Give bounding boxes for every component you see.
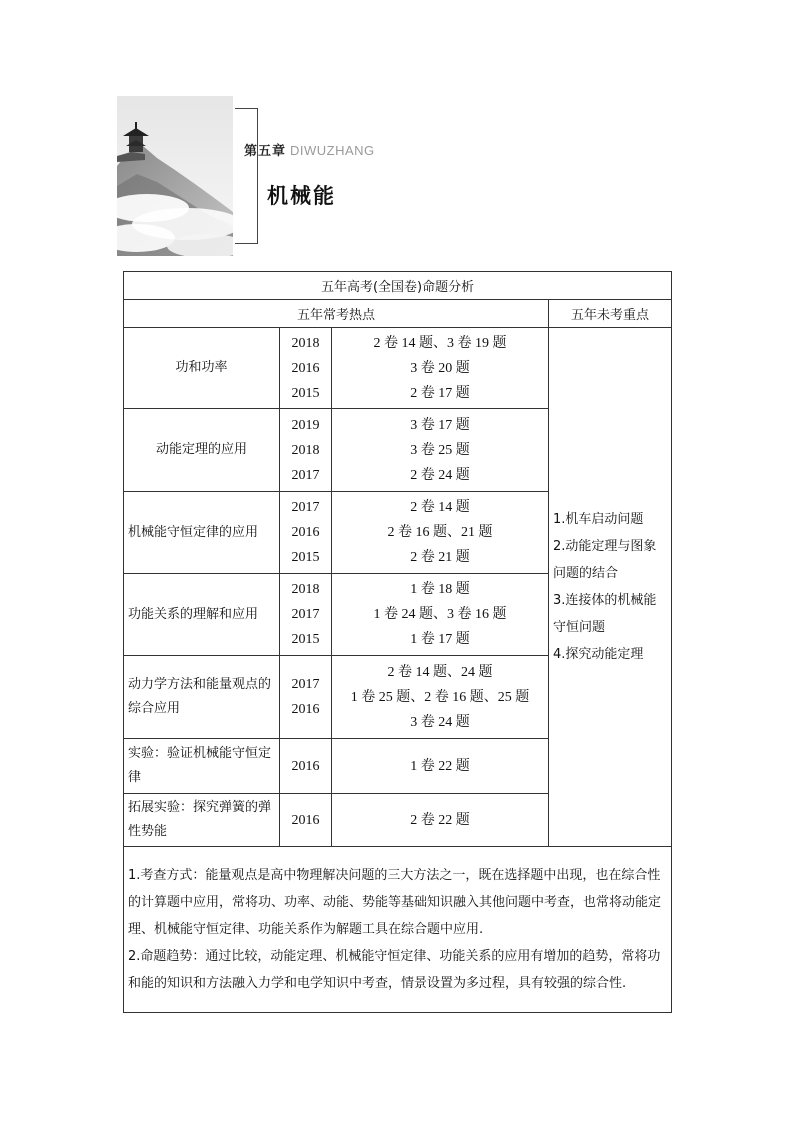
topic-cell: 动力学方法和能量观点的综合应用 [124, 656, 280, 739]
years-cell: 2016 [280, 794, 332, 847]
analysis-notes [124, 847, 672, 1013]
topic-cell: 拓展实验：探究弹簧的弹性势能 [124, 794, 280, 847]
focus-item: 1.机车启动问题 [553, 512, 644, 527]
chapter-number: 第五章 [244, 144, 287, 159]
pavilion-mountain-illustration [117, 96, 233, 256]
papers-cell: 1 卷 22 题 [332, 739, 549, 794]
frame-line-bottom [235, 243, 257, 244]
years-cell: 2019 2018 2017 [280, 409, 332, 492]
frame-line-vertical [257, 108, 258, 244]
chapter-pinyin: DIWUZHANG [290, 143, 375, 158]
topic-cell: 功能关系的理解和应用 [124, 574, 280, 656]
topic-cell: 动能定理的应用 [124, 409, 280, 492]
topic-cell: 功和功率 [124, 328, 280, 409]
note-paragraph: 2.命题趋势：通过比较，动能定理、机械能守恒定律、功能关系的应用有增加的趋势，常将功和能的知识和方法融入力学和电学知识中考查，情景设置为多过程，具有较强的综合性. [128, 949, 661, 991]
table-title: 五年高考(全国卷)命题分析 [124, 272, 672, 300]
topic-cell: 机械能守恒定律的应用 [124, 492, 280, 574]
exam-analysis-table [123, 271, 672, 1013]
focus-item: 4.探究动能定理 [553, 647, 644, 662]
years-cell: 2017 2016 [280, 656, 332, 739]
papers-cell: 2 卷 14 题、3 卷 19 题 3 卷 20 题 2 卷 17 题 [332, 328, 549, 409]
table-row [124, 328, 672, 409]
papers-cell: 2 卷 22 题 [332, 794, 549, 847]
years-cell: 2018 2017 2015 [280, 574, 332, 656]
papers-cell: 1 卷 18 题 1 卷 24 题、3 卷 16 题 1 卷 17 题 [332, 574, 549, 656]
years-cell: 2016 [280, 739, 332, 794]
focus-item: 3.连接体的机械能守恒问题 [553, 593, 657, 635]
topic-cell: 实验：验证机械能守恒定律 [124, 739, 280, 794]
years-cell: 2017 2016 2015 [280, 492, 332, 574]
focus-item: 2.动能定理与图象问题的结合 [553, 539, 657, 581]
column-header-hot: 五年常考热点 [124, 300, 549, 328]
chapter-header [117, 96, 417, 258]
note-paragraph: 1.考查方式：能量观点是高中物理解决问题的三大方法之一，既在选择题中出现，也在综合性的计算题中应用，常将功、功率、动能、势能等基础知识融入其他问题中考查，也常将动能定理、机械能守恒定律、功能关系作为解题工具在综合题中应用. [128, 868, 662, 937]
chapter-title: 机械能 [267, 184, 336, 208]
column-header-not: 五年未考重点 [549, 300, 672, 328]
papers-cell: 2 卷 14 题、24 题 1 卷 25 题、2 卷 16 题、25 题 3 卷 24 题 [332, 656, 549, 739]
years-cell: 2018 2016 2015 [280, 328, 332, 409]
untested-focus-cell [549, 328, 672, 847]
frame-line-top [235, 108, 257, 109]
papers-cell: 2 卷 14 题 2 卷 16 题、21 题 2 卷 21 题 [332, 492, 549, 574]
chapter-label [244, 140, 375, 159]
papers-cell: 3 卷 17 题 3 卷 25 题 2 卷 24 题 [332, 409, 549, 492]
